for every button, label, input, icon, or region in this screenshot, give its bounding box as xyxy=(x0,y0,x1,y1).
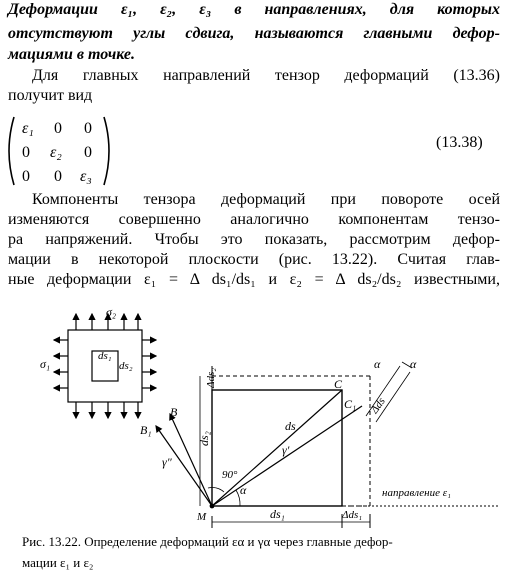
matrix-brackets xyxy=(4,113,114,189)
paragraph-2-line-1: Для главных направлений тензор деформаций (13.36) xyxy=(32,67,500,84)
matrix-r3c2: 0 xyxy=(54,168,62,185)
stress-element xyxy=(54,314,156,418)
label-sigma1: σ₁ xyxy=(40,357,51,371)
paragraph-1-line-2: отсутствуют углы сдвига, называются главными дефор- xyxy=(8,25,500,42)
figure-drawing xyxy=(0,296,508,536)
label-alpha: α xyxy=(240,483,247,497)
paragraph-3-line-5: ные деформации ε₁ = Δ ds₁/ds₁ и ε₂ = Δ ds₂/ds₂ известными, xyxy=(8,271,500,288)
matrix-r3c1: 0 xyxy=(22,168,30,185)
strain-tensor-matrix xyxy=(4,113,114,189)
label-sigma2: σ₂ xyxy=(106,305,117,319)
caption-line-1: Рис. 13.22. Определение деформаций εα и γα через главные дефор- xyxy=(22,534,393,549)
paragraph-1-line-1: Деформации ε₁, ε₂, ε₃ в направлениях, для которых xyxy=(8,1,500,18)
paragraph-3-line-3: ра напряжений. Чтобы это показать, рассмотрим дефор- xyxy=(8,231,500,248)
label-B1: B₁ xyxy=(140,423,152,437)
label-delta-ds2: Δds₂ xyxy=(205,367,217,388)
label-gamma-prime: γ′ xyxy=(282,443,290,457)
matrix-r2c2: ε₂ xyxy=(50,144,62,161)
label-M: M xyxy=(197,511,207,523)
label-ds2: ds₂ xyxy=(197,431,211,446)
label-ds1: ds₁ xyxy=(270,507,285,521)
label-C1: C₁ xyxy=(344,397,357,411)
paragraph-3-line-2: изменяются совершенно аналогично компонентам тензо- xyxy=(8,211,500,228)
label-alpha-top1: α xyxy=(374,357,381,371)
paragraph-3-line-1: Компоненты тензора деформаций при повороте осей xyxy=(32,191,500,208)
caption-line-2: мации ε₁ и ε₂ xyxy=(22,555,94,570)
label-ds: ds xyxy=(285,419,296,433)
paragraph-2-line-2: получит вид xyxy=(8,87,93,104)
paragraph-3-line-4: мации в некоторой плоскости (рис. 13.22). Считая глав- xyxy=(8,251,500,268)
matrix-r2c3: 0 xyxy=(84,144,92,161)
point-M xyxy=(210,504,215,509)
matrix-r1c2: 0 xyxy=(54,120,62,137)
label-alpha-top2: α xyxy=(410,357,417,371)
label-delta-ds1: Δds₁ xyxy=(342,509,363,521)
matrix-r1c3: 0 xyxy=(84,120,92,137)
label-B: B xyxy=(170,405,178,419)
equation-number: (13.38) xyxy=(436,134,483,151)
figure-caption xyxy=(22,531,492,573)
label-delta-ds-diag: Δds xyxy=(368,395,388,416)
matrix-r2c1: 0 xyxy=(22,144,30,161)
matrix-r3c3: ε₃ xyxy=(80,168,92,185)
label-direction-e1: направление ε₁ xyxy=(382,487,451,499)
label-small-ds1: ds₁ xyxy=(98,350,112,362)
paragraph-1-line-3: мациями в точке. xyxy=(8,46,135,63)
label-small-ds2: ds₂ xyxy=(119,360,133,372)
label-C: C xyxy=(334,377,343,391)
figure-13-22 xyxy=(0,296,508,536)
label-angle-90: 90° xyxy=(222,469,238,481)
label-gamma-double-prime: γ″ xyxy=(162,455,172,469)
matrix-r1c1: ε₁ xyxy=(22,120,34,137)
